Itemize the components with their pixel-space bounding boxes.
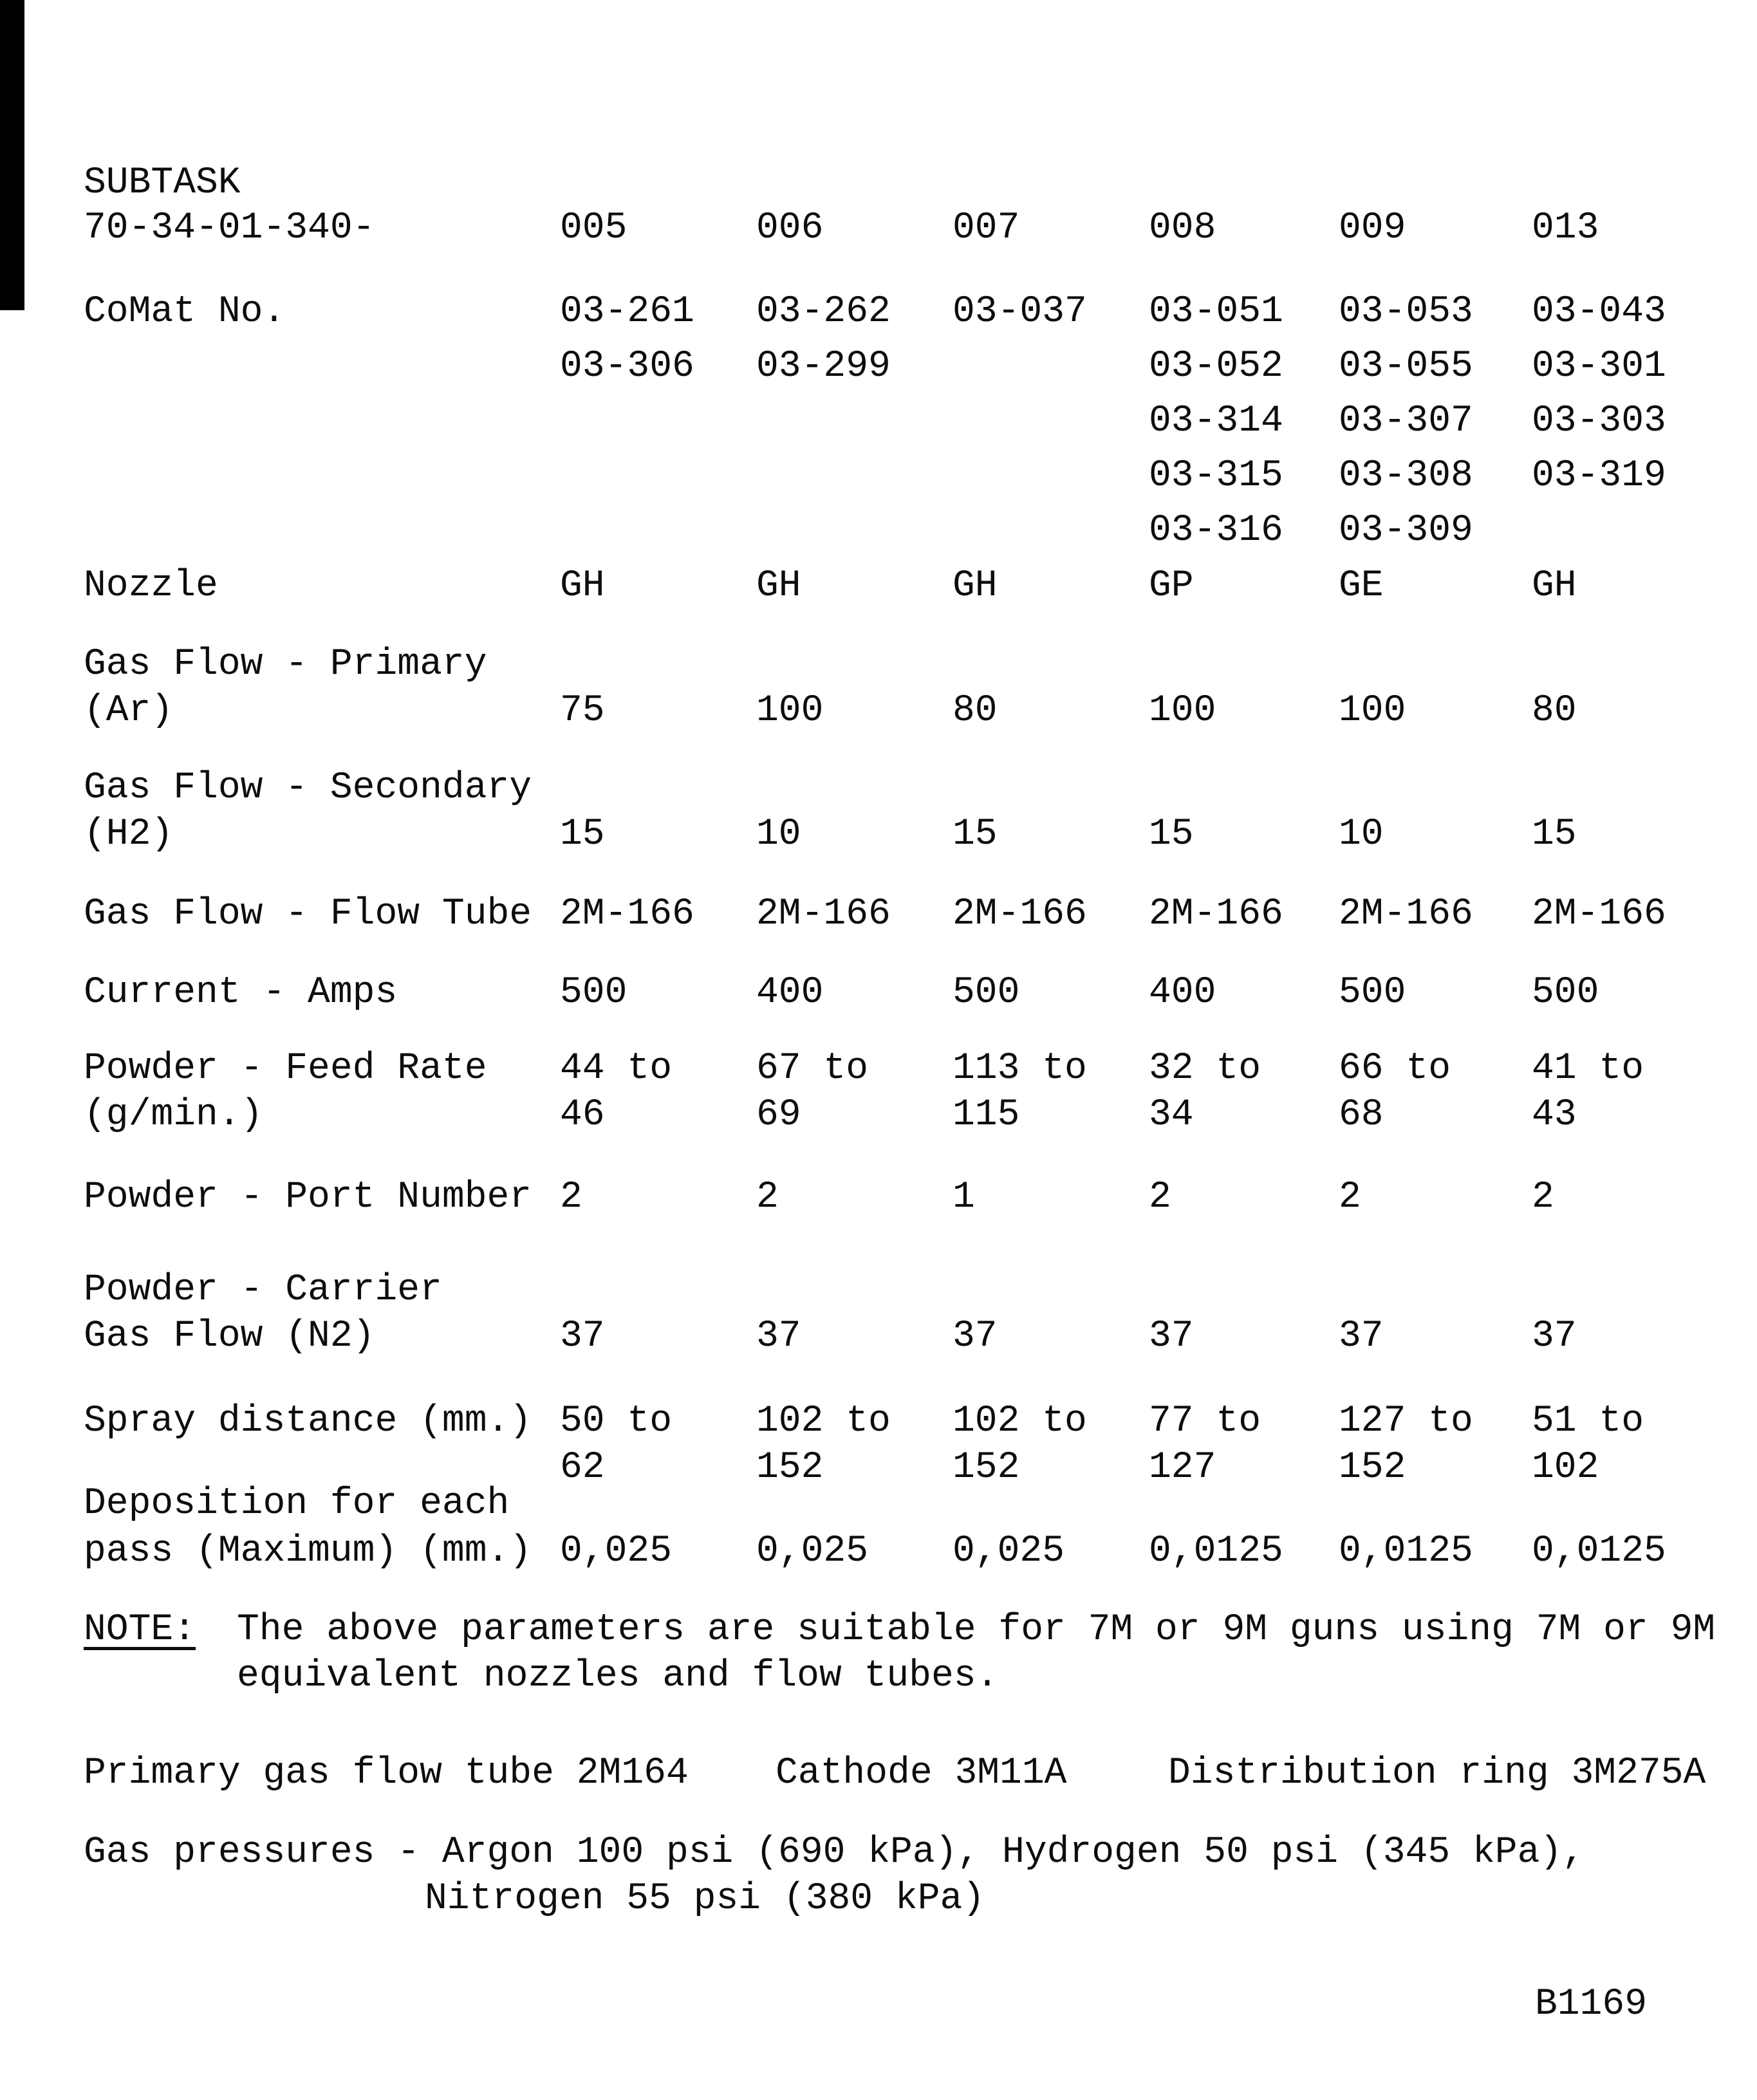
note-label: NOTE: [84,1609,196,1651]
doc-id-line [0,1984,1757,2030]
row-label: Powder - Carrier [84,1269,442,1311]
table-cell-col-006: 2M-166 [756,893,891,935]
table-cell-col-008: 03-314 [1149,400,1283,442]
table-cell-col-007: 2M-166 [953,893,1087,935]
table-cell-col-013: 15 [1532,813,1577,855]
table-line [0,207,1757,254]
table-cell-col-005: 2 [560,1176,582,1218]
row-label: pass (Maximum) (mm.) [84,1530,532,1572]
table-cell-col-008: 127 [1149,1447,1216,1489]
table-cell-col-008: 400 [1149,972,1216,1014]
table-cell-col-009: GE [1339,565,1384,607]
table-line [0,1048,1757,1094]
table-cell-col-013: 41 to [1532,1048,1644,1090]
table-cell-col-009: 37 [1339,1315,1384,1357]
table-cell-col-006: 102 to [756,1400,891,1442]
table-cell-col-006: 37 [756,1315,801,1357]
table-cell-col-009: 03-307 [1339,400,1473,442]
table-cell-col-013: 102 [1532,1447,1599,1489]
note-text-line-2: equivalent nozzles and flow tubes. [237,1655,999,1697]
table-cell-col-009: 009 [1339,207,1406,249]
table-cell-col-008: 77 to [1149,1400,1261,1442]
table-cell-col-013: 03-043 [1532,291,1666,333]
table-line [0,400,1757,447]
table-line [0,346,1757,392]
table-line [0,1315,1757,1362]
row-label: Current - Amps [84,972,398,1014]
table-cell-col-009: 03-309 [1339,510,1473,552]
table-cell-col-013: 0,0125 [1532,1530,1666,1572]
row-label: CoMat No. [84,291,286,333]
table-cell-col-007: 03-037 [953,291,1087,333]
row-label: (H2) [84,813,174,855]
table-cell-col-006: 400 [756,972,824,1014]
table-cell-col-006: 152 [756,1447,824,1489]
row-label: Powder - Feed Rate [84,1048,487,1090]
table-cell-col-009: 03-053 [1339,291,1473,333]
table-cell-col-008: 2M-166 [1149,893,1283,935]
table-cell-col-008: 2 [1149,1176,1171,1218]
table-cell-col-007: 102 to [953,1400,1087,1442]
row-label: Powder - Port Number [84,1176,532,1218]
table-cell-col-005: 005 [560,207,628,249]
table-cell-col-008: 008 [1149,207,1216,249]
table-cell-col-013: 500 [1532,972,1599,1014]
table-cell-col-006: 03-262 [756,291,891,333]
row-label: 70-34-01-340- [84,207,375,249]
table-line [0,767,1757,813]
table-cell-col-005: 37 [560,1315,605,1357]
gas-pressures-text-2: Nitrogen 55 psi (380 kPa) [425,1878,985,1920]
table-cell-col-009: 10 [1339,813,1384,855]
primary-gas-flow-tube: Primary gas flow tube 2M164 [84,1752,689,1794]
table-cell-col-009: 500 [1339,972,1406,1014]
table-cell-col-006: 10 [756,813,801,855]
table-line [0,510,1757,556]
table-cell-col-007: 152 [953,1447,1020,1489]
table-cell-col-008: 03-315 [1149,455,1283,497]
doc-id: B1169 [1535,1984,1648,2025]
table-cell-col-005: GH [560,565,605,607]
distribution-ring: Distribution ring 3M275A [1168,1752,1706,1794]
table-line [0,813,1757,860]
table-cell-col-009: 2 [1339,1176,1361,1218]
table-cell-col-008: 03-051 [1149,291,1283,333]
table-cell-col-006: GH [756,565,801,607]
table-cell-col-007: 15 [953,813,998,855]
table-cell-col-009: 0,0125 [1339,1530,1473,1572]
table-cell-col-007: 0,025 [953,1530,1065,1572]
table-cell-col-006: 2 [756,1176,779,1218]
table-cell-col-007: 115 [953,1094,1020,1136]
table-cell-col-009: 127 to [1339,1400,1473,1442]
table-cell-col-006: 100 [756,690,824,732]
table-line [0,565,1757,611]
row-label: Nozzle [84,565,218,607]
table-cell-col-006: 67 to [756,1048,869,1090]
table-cell-col-007: 37 [953,1315,998,1357]
table-cell-col-008: GP [1149,565,1194,607]
row-label: Gas Flow (N2) [84,1315,375,1357]
table-cell-col-007: GH [953,565,998,607]
table-line [0,1176,1757,1223]
cathode: Cathode 3M11A [776,1752,1067,1794]
table-line [0,1530,1757,1577]
table-cell-col-008: 37 [1149,1315,1194,1357]
table-cell-col-009: 68 [1339,1094,1384,1136]
table-cell-col-009: 03-055 [1339,346,1473,387]
table-cell-col-005: 2M-166 [560,893,694,935]
table-cell-col-013: 2M-166 [1532,893,1666,935]
table-cell-col-013: 2 [1532,1176,1554,1218]
table-cell-col-008: 0,0125 [1149,1530,1283,1572]
table-cell-col-013: 43 [1532,1094,1577,1136]
note-text-line-1: The above parameters are suitable for 7M or 9M guns using 7M or 9M [237,1609,1716,1651]
table-line [0,291,1757,337]
table-cell-col-009: 100 [1339,690,1406,732]
table-cell-col-009: 152 [1339,1447,1406,1489]
gas-pressures-text-1: Gas pressures - Argon 100 psi (690 kPa), Hydrogen 50 psi (345 kPa), [84,1832,1585,1873]
note-line-1 [0,1609,1757,1655]
table-cell-col-008: 03-316 [1149,510,1283,552]
table-line [0,893,1757,940]
table-cell-col-006: 69 [756,1094,801,1136]
table-line [0,690,1757,736]
table-cell-col-008: 34 [1149,1094,1194,1136]
table-cell-col-005: 500 [560,972,628,1014]
table-line [0,455,1757,501]
table-cell-col-006: 006 [756,207,824,249]
table-cell-col-007: 500 [953,972,1020,1014]
subtask-label: SUBTASK [84,162,241,204]
table-cell-col-005: 03-261 [560,291,694,333]
table-cell-col-005: 44 to [560,1048,673,1090]
table-cell-col-013: 51 to [1532,1400,1644,1442]
table-cell-col-009: 03-308 [1339,455,1473,497]
table-line [0,1094,1757,1140]
table-cell-col-008: 03-052 [1149,346,1283,387]
table-cell-col-005: 03-306 [560,346,694,387]
row-label: Gas Flow - Primary [84,644,487,685]
table-cell-col-013: 013 [1532,207,1599,249]
table-cell-col-009: 2M-166 [1339,893,1473,935]
table-cell-col-013: 03-319 [1532,455,1666,497]
table-line [0,972,1757,1018]
table-cell-col-008: 100 [1149,690,1216,732]
table-cell-col-008: 32 to [1149,1048,1261,1090]
gas-pressures-line-1 [0,1832,1757,1878]
row-label: (g/min.) [84,1094,263,1136]
table-cell-col-007: 113 to [953,1048,1087,1090]
row-label: Deposition for each [84,1483,510,1525]
equipment-line [0,1752,1757,1799]
row-label: (Ar) [84,690,174,732]
note-line-2 [0,1655,1757,1702]
row-label: Gas Flow - Flow Tube [84,893,532,935]
table-cell-col-013: 37 [1532,1315,1577,1357]
subtask-heading-line [0,162,1757,209]
table-cell-col-005: 46 [560,1094,605,1136]
table-line [0,1400,1757,1447]
table-cell-col-007: 80 [953,690,998,732]
table-cell-col-005: 75 [560,690,605,732]
table-line [0,1269,1757,1315]
table-cell-col-005: 0,025 [560,1530,673,1572]
table-cell-col-013: 80 [1532,690,1577,732]
table-cell-col-005: 62 [560,1447,605,1489]
table-cell-col-005: 15 [560,813,605,855]
gas-pressures-line-2 [0,1878,1757,1924]
table-line [0,1483,1757,1529]
table-cell-col-009: 66 to [1339,1048,1451,1090]
row-label: Gas Flow - Secondary [84,767,532,809]
table-cell-col-006: 03-299 [756,346,891,387]
table-cell-col-005: 50 to [560,1400,673,1442]
table-cell-col-007: 007 [953,207,1020,249]
table-line [0,644,1757,690]
table-cell-col-013: 03-303 [1532,400,1666,442]
table-cell-col-006: 0,025 [756,1530,869,1572]
table-cell-col-007: 1 [953,1176,975,1218]
table-cell-col-008: 15 [1149,813,1194,855]
row-label: Spray distance (mm.) [84,1400,532,1442]
table-cell-col-013: 03-301 [1532,346,1666,387]
table-cell-col-013: GH [1532,565,1577,607]
